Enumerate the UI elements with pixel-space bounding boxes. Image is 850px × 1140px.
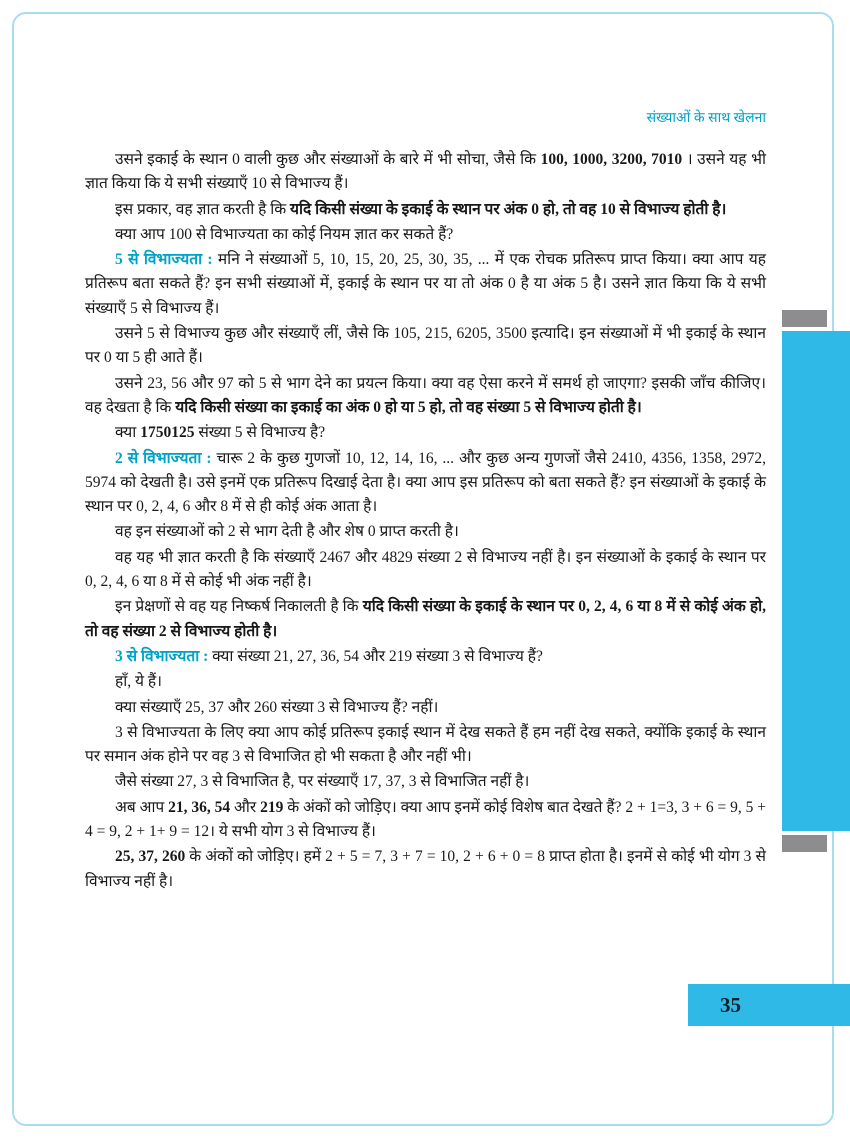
sidebar-gray-bottom-block xyxy=(782,835,827,852)
text-segment: उसने 5 से विभाज्य कुछ और संख्याएँ लीं, जैसे कि 105, 215, 6205, 3500 इत्यादि। इन संख्याओं में भी इकाई के स्थान पर 0 या 5 ही आते हैं। xyxy=(85,325,766,367)
paragraph xyxy=(85,721,766,770)
page-number-box xyxy=(688,984,850,1026)
paragraph xyxy=(85,796,766,845)
text-segment: 25, 37, 260 xyxy=(115,848,186,866)
paragraph xyxy=(85,421,766,445)
text-segment: के अंकों को जोड़िए। हमें 2 + 5 = 7, 3 + 7 = 10, 2 + 6 + 0 = 8 प्राप्त होता है। इनमें से कोई भी योग 3 से विभाज्य नहीं है। xyxy=(85,848,766,890)
text-segment: यदि किसी संख्या के इकाई के स्थान पर 0, 2, 4, 6 या 8 में से कोई अंक हो, तो वह संख्या 2 से विभाज्य होती है। xyxy=(85,598,766,640)
paragraph xyxy=(85,546,766,595)
paragraph xyxy=(85,248,766,321)
text-segment: उसने इकाई के स्थान 0 वाली कुछ और संख्याओं के बारे में भी सोचा, जैसे कि xyxy=(115,151,541,168)
text-segment: संख्या 5 से विभाज्य है? xyxy=(194,424,326,442)
text-segment: 3 से विभाज्यता के लिए क्या आप कोई प्रतिरूप इकाई स्थान में देख सकते हैं हम नहीं देख सकते, क्योंकि इकाई के स्थान पर समान अंक होने पर वह 3 से विभाजित हो भी सकता है और नहीं भी। xyxy=(85,723,766,766)
text-segment: क्या xyxy=(115,424,141,442)
body-text xyxy=(85,148,766,895)
paragraph xyxy=(85,770,766,794)
page-number: 35 xyxy=(720,992,741,1017)
sidebar-gray-top-block xyxy=(782,310,827,327)
text-segment: क्या संख्या 21, 27, 36, 54 और 219 संख्या 3 से विभाज्य हैं? xyxy=(212,647,543,665)
paragraph xyxy=(85,595,766,644)
text-segment: उसने 23, 56 और 97 को 5 से भाग देने का प्रयत्न किया। क्या वह ऐसा करने में समर्थ हो जाएगा? इसकी जाँच कीजिए। वह देखता है कि xyxy=(85,374,766,416)
paragraph xyxy=(85,520,766,544)
text-segment: चारू 2 के कुछ गुणजों 10, 12, 14, 16, ... और कुछ अन्य गुणजों जैसे 2410, 4356, 1358, 2972, 5974 को देखती है। उसे इनमें एक प्रतिरूप दिखाई देता है। क्या आप इस प्रतिरूप को बता सकते हैं? इन संख्याओं के इकाई के स्थान पर 0, 2, 4, 6 और 8 में से ही कोई अंक आता है। xyxy=(85,449,767,516)
paragraph xyxy=(85,148,766,197)
text-segment: मनि ने संख्याओं 5, 10, 15, 20, 25, 30, 35, ... में एक रोचक प्रतिरूप प्राप्त किया। क्या आप यह प्रतिरूप बता सकते हैं? इन सभी संख्याओं में, इकाई के स्थान पर या तो अंक 0 है या अंक 5 है। उसने ज्ञात किया कि ये सभी संख्याएँ 5 से विभाज्य हैं। xyxy=(85,251,767,317)
section-heading: 2 से विभाज्यता : xyxy=(115,449,217,467)
text-segment: और xyxy=(230,798,261,816)
text-segment: वह यह भी ज्ञात करती है कि संख्याएँ 2467 और 4829 संख्या 2 से विभाज्य नहीं है। इन संख्याओं के इकाई के स्थान पर 0, 2, 4, 6 या 8 में से कोई भी अंक नहीं है। xyxy=(85,548,766,591)
sidebar-blue-bar xyxy=(782,331,850,831)
paragraph xyxy=(85,696,766,720)
text-segment: जैसे संख्या 27, 3 से विभाजित है, पर संख्याएँ 17, 37, 3 से विभाजित नहीं है। xyxy=(115,773,530,791)
text-segment: इस प्रकार, वह ज्ञात करती है कि xyxy=(115,200,291,218)
text-segment: 219 xyxy=(260,798,284,816)
paragraph xyxy=(85,223,766,247)
paragraph xyxy=(85,322,766,371)
text-segment: 100, 1000, 3200, 7010 xyxy=(540,151,683,168)
paragraph xyxy=(85,447,766,520)
paragraph xyxy=(85,372,766,421)
text-segment: 1750125 xyxy=(140,424,195,442)
text-segment: 21, 36, 54 xyxy=(168,798,231,816)
paragraph xyxy=(85,198,766,222)
text-segment: इन प्रेक्षणों से वह यह निष्कर्ष निकालती है कि xyxy=(115,598,363,616)
text-segment: हाँ, ये हैं। xyxy=(115,673,162,691)
text-segment: अब आप xyxy=(115,798,169,816)
text-segment: यदि किसी संख्या के इकाई के स्थान पर अंक 0 हो, तो वह 10 से विभाज्य होती है। xyxy=(290,200,727,218)
chapter-running-head: संख्याओं के साथ खेलना xyxy=(646,111,766,126)
section-heading: 5 से विभाज्यता : xyxy=(115,251,218,269)
paragraph xyxy=(85,645,766,669)
paragraph xyxy=(85,845,766,894)
paragraph xyxy=(85,670,766,694)
text-segment: वह इन संख्याओं को 2 से भाग देती है और शेष 0 प्राप्त करती है। xyxy=(115,523,459,541)
text-segment: क्या आप 100 से विभाज्यता का कोई नियम ज्ञात कर सकते हैं? xyxy=(115,225,454,243)
text-segment: यदि किसी संख्या का इकाई का अंक 0 हो या 5 हो, तो वह संख्या 5 से विभाज्य होती है। xyxy=(175,398,642,416)
text-segment: क्या संख्याएँ 25, 37 और 260 संख्या 3 से विभाज्य हैं? नहीं। xyxy=(115,698,439,716)
section-heading: 3 से विभाज्यता : xyxy=(115,647,213,665)
text-segment: के अंकों को जोड़िए। क्या आप इनमें कोई विशेष बात देखते हैं? 2 + 1=3, 3 + 6 = 9, 5 + 4 = 9, 2 + 1+ 9 = 12। ये सभी योग 3 से विभाज्य हैं। xyxy=(85,798,767,841)
text-segment: । उसने यह भी ज्ञात किया कि ये सभी संख्याएँ 10 से विभाज्य हैं। xyxy=(85,151,766,193)
